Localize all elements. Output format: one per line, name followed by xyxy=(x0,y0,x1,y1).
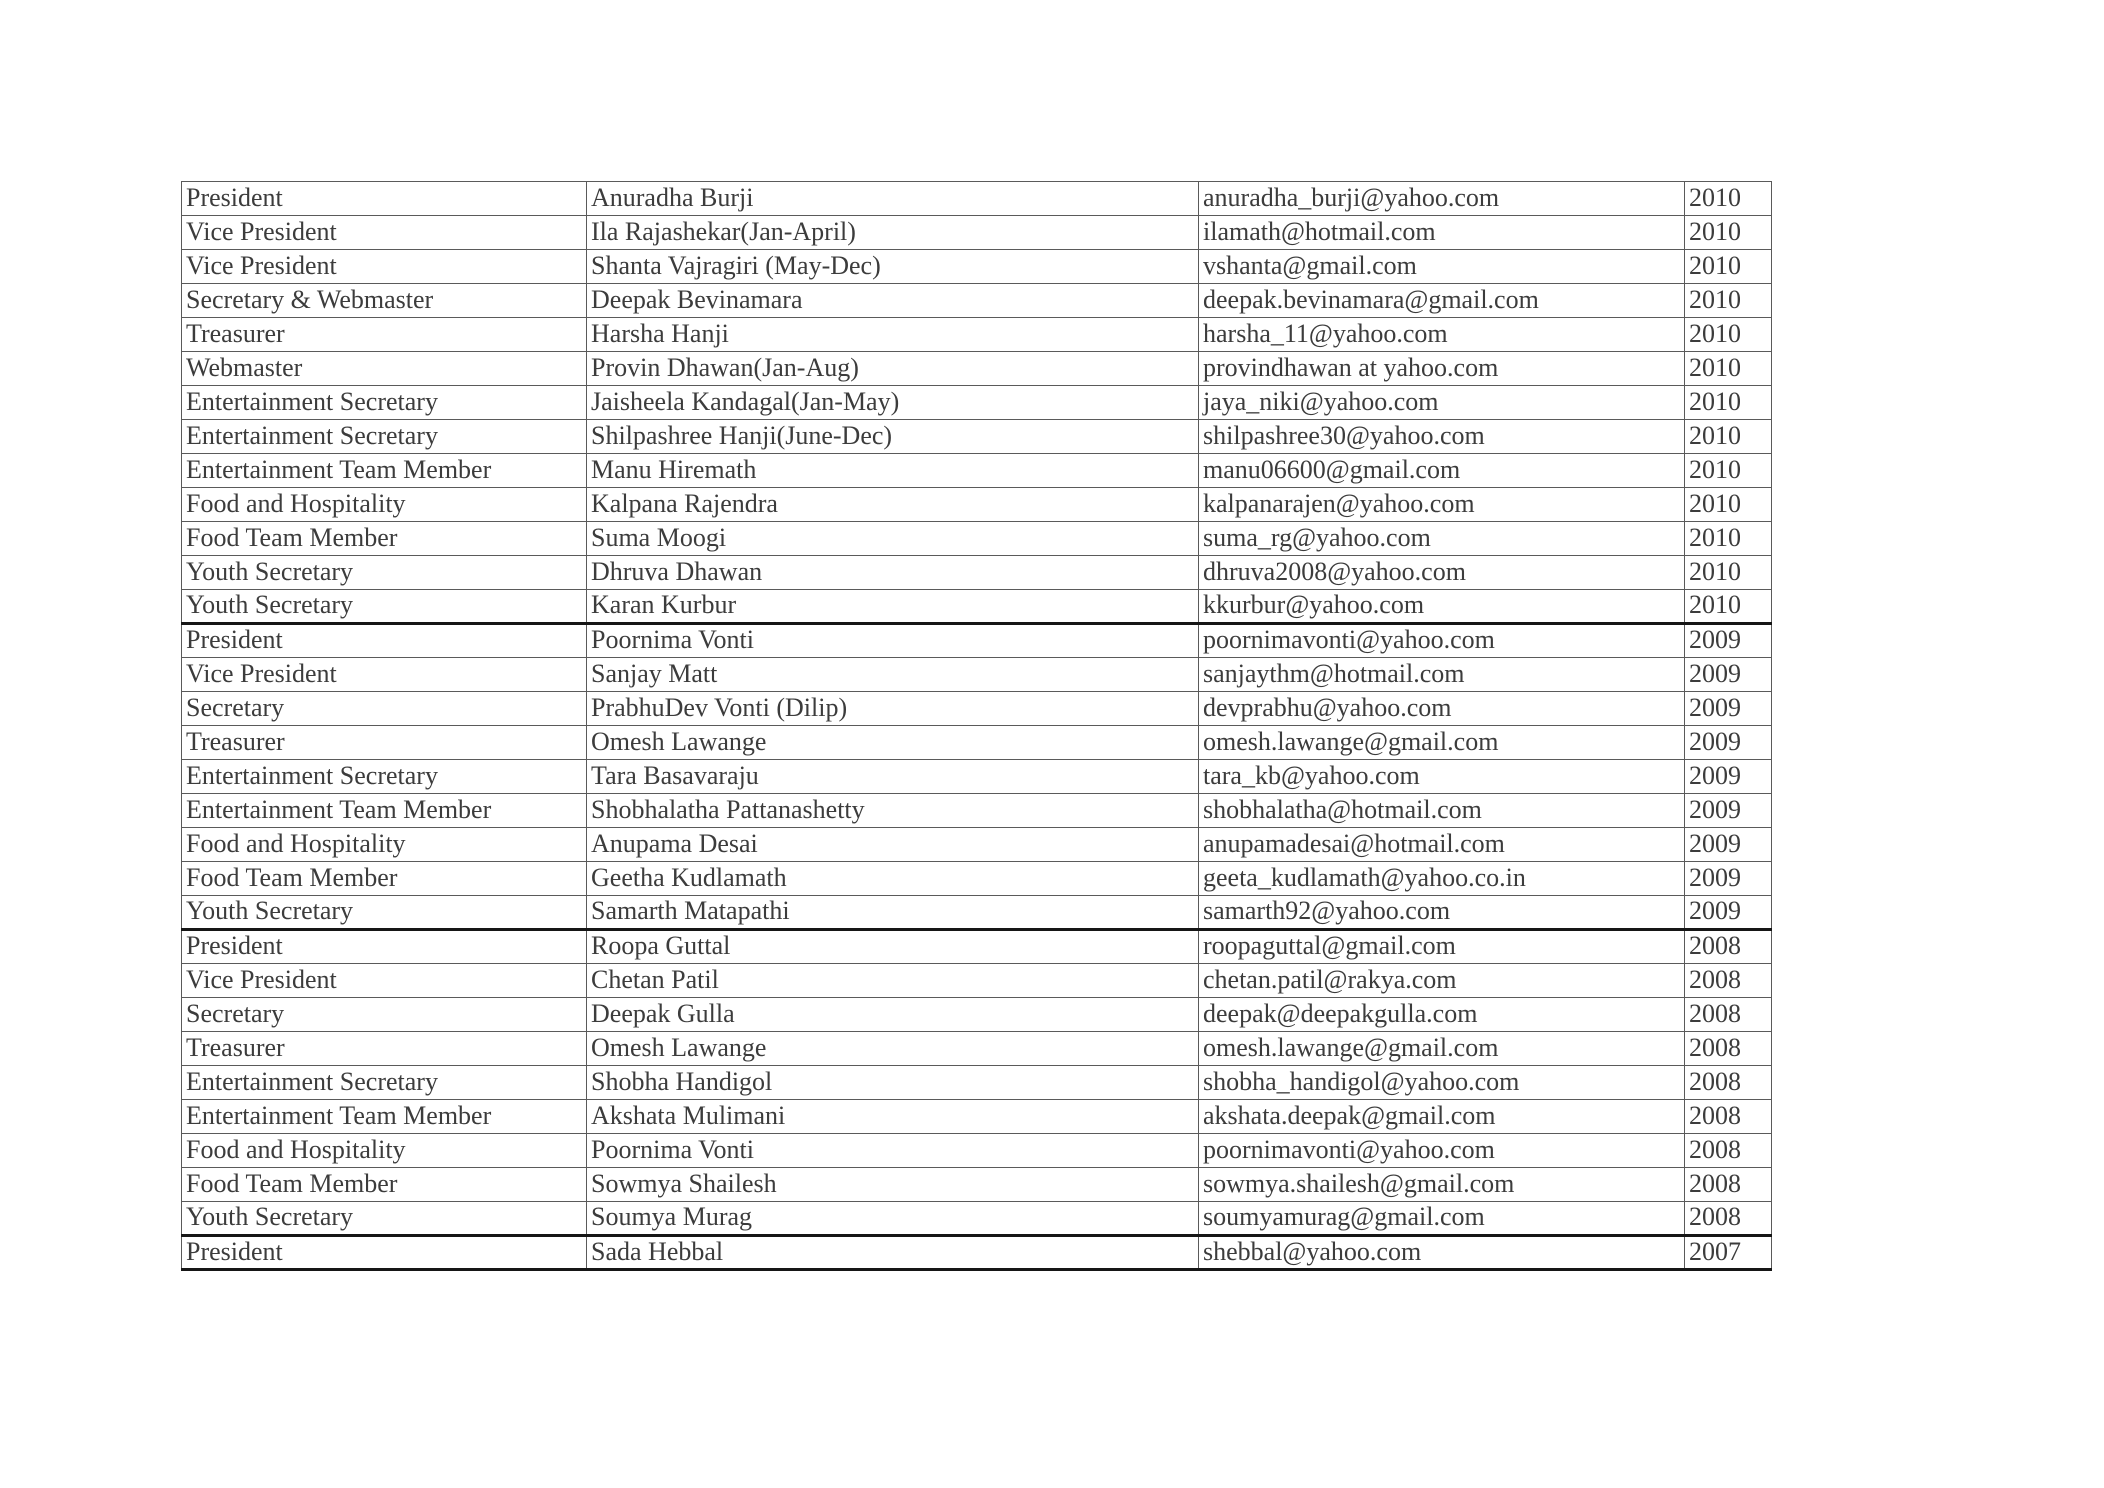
table-row xyxy=(182,1100,1772,1134)
name-cell: Chetan Patil xyxy=(587,964,1199,998)
year-cell: 2009 xyxy=(1685,692,1772,726)
table-row xyxy=(182,998,1772,1032)
name-cell: Manu Hiremath xyxy=(587,454,1199,488)
year-cell: 2010 xyxy=(1685,216,1772,250)
table-row xyxy=(182,318,1772,352)
email-cell: samarth92@yahoo.com xyxy=(1199,896,1685,930)
table-row xyxy=(182,1202,1772,1236)
year-cell: 2010 xyxy=(1685,182,1772,216)
name-cell: Tara Basavaraju xyxy=(587,760,1199,794)
table-row xyxy=(182,1236,1772,1270)
name-cell: Jaisheela Kandagal(Jan-May) xyxy=(587,386,1199,420)
year-cell: 2010 xyxy=(1685,488,1772,522)
table-row xyxy=(182,386,1772,420)
email-cell: soumyamurag@gmail.com xyxy=(1199,1202,1685,1236)
role-cell: Entertainment Secretary xyxy=(182,1066,587,1100)
table-row xyxy=(182,420,1772,454)
table-row xyxy=(182,250,1772,284)
email-cell: kalpanarajen@yahoo.com xyxy=(1199,488,1685,522)
name-cell: Anupama Desai xyxy=(587,828,1199,862)
table-row xyxy=(182,352,1772,386)
name-cell: Geetha Kudlamath xyxy=(587,862,1199,896)
email-cell: omesh.lawange@gmail.com xyxy=(1199,1032,1685,1066)
role-cell: Food and Hospitality xyxy=(182,488,587,522)
table-row xyxy=(182,1134,1772,1168)
name-cell: Deepak Bevinamara xyxy=(587,284,1199,318)
table-row xyxy=(182,488,1772,522)
role-cell: Entertainment Secretary xyxy=(182,420,587,454)
year-cell: 2010 xyxy=(1685,522,1772,556)
name-cell: Provin Dhawan(Jan-Aug) xyxy=(587,352,1199,386)
table-row xyxy=(182,930,1772,964)
email-cell: tara_kb@yahoo.com xyxy=(1199,760,1685,794)
table-row xyxy=(182,862,1772,896)
role-cell: President xyxy=(182,624,587,658)
email-cell: anuradha_burji@yahoo.com xyxy=(1199,182,1685,216)
email-cell: vshanta@gmail.com xyxy=(1199,250,1685,284)
email-cell: roopaguttal@gmail.com xyxy=(1199,930,1685,964)
table-row xyxy=(182,828,1772,862)
table-row xyxy=(182,182,1772,216)
table-row xyxy=(182,726,1772,760)
role-cell: Entertainment Team Member xyxy=(182,794,587,828)
role-cell: Food Team Member xyxy=(182,522,587,556)
table-row xyxy=(182,964,1772,998)
name-cell: Roopa Guttal xyxy=(587,930,1199,964)
email-cell: suma_rg@yahoo.com xyxy=(1199,522,1685,556)
year-cell: 2010 xyxy=(1685,556,1772,590)
role-cell: President xyxy=(182,930,587,964)
email-cell: provindhawan at yahoo.com xyxy=(1199,352,1685,386)
name-cell: Shobha Handigol xyxy=(587,1066,1199,1100)
role-cell: Entertainment Team Member xyxy=(182,1100,587,1134)
email-cell: dhruva2008@yahoo.com xyxy=(1199,556,1685,590)
email-cell: sowmya.shailesh@gmail.com xyxy=(1199,1168,1685,1202)
email-cell: geeta_kudlamath@yahoo.co.in xyxy=(1199,862,1685,896)
name-cell: Sowmya Shailesh xyxy=(587,1168,1199,1202)
year-cell: 2010 xyxy=(1685,250,1772,284)
year-cell: 2009 xyxy=(1685,624,1772,658)
role-cell: Entertainment Team Member xyxy=(182,454,587,488)
year-cell: 2010 xyxy=(1685,454,1772,488)
role-cell: Entertainment Secretary xyxy=(182,386,587,420)
year-cell: 2010 xyxy=(1685,420,1772,454)
role-cell: Food Team Member xyxy=(182,862,587,896)
year-cell: 2008 xyxy=(1685,930,1772,964)
email-cell: manu06600@gmail.com xyxy=(1199,454,1685,488)
email-cell: devprabhu@yahoo.com xyxy=(1199,692,1685,726)
year-cell: 2009 xyxy=(1685,828,1772,862)
year-cell: 2009 xyxy=(1685,726,1772,760)
name-cell: Samarth Matapathi xyxy=(587,896,1199,930)
table-row xyxy=(182,658,1772,692)
email-cell: jaya_niki@yahoo.com xyxy=(1199,386,1685,420)
role-cell: Treasurer xyxy=(182,1032,587,1066)
table-row xyxy=(182,284,1772,318)
year-cell: 2009 xyxy=(1685,658,1772,692)
name-cell: Harsha Hanji xyxy=(587,318,1199,352)
role-cell: President xyxy=(182,1236,587,1270)
year-cell: 2009 xyxy=(1685,760,1772,794)
year-cell: 2007 xyxy=(1685,1236,1772,1270)
table-row xyxy=(182,794,1772,828)
email-cell: poornimavonti@yahoo.com xyxy=(1199,624,1685,658)
officers-table-body xyxy=(182,182,1772,1270)
email-cell: shobhalatha@hotmail.com xyxy=(1199,794,1685,828)
role-cell: Youth Secretary xyxy=(182,556,587,590)
role-cell: Vice President xyxy=(182,658,587,692)
email-cell: shobha_handigol@yahoo.com xyxy=(1199,1066,1685,1100)
name-cell: Shobhalatha Pattanashetty xyxy=(587,794,1199,828)
year-cell: 2008 xyxy=(1685,1168,1772,1202)
role-cell: Food Team Member xyxy=(182,1168,587,1202)
email-cell: deepak@deepakgulla.com xyxy=(1199,998,1685,1032)
table-row xyxy=(182,216,1772,250)
name-cell: Sada Hebbal xyxy=(587,1236,1199,1270)
email-cell: poornimavonti@yahoo.com xyxy=(1199,1134,1685,1168)
role-cell: Secretary xyxy=(182,998,587,1032)
year-cell: 2008 xyxy=(1685,1134,1772,1168)
role-cell: Food and Hospitality xyxy=(182,1134,587,1168)
email-cell: akshata.deepak@gmail.com xyxy=(1199,1100,1685,1134)
name-cell: PrabhuDev Vonti (Dilip) xyxy=(587,692,1199,726)
name-cell: Dhruva Dhawan xyxy=(587,556,1199,590)
email-cell: deepak.bevinamara@gmail.com xyxy=(1199,284,1685,318)
name-cell: Karan Kurbur xyxy=(587,590,1199,624)
role-cell: Vice President xyxy=(182,964,587,998)
year-cell: 2009 xyxy=(1685,896,1772,930)
table-row xyxy=(182,1032,1772,1066)
year-cell: 2010 xyxy=(1685,352,1772,386)
year-cell: 2010 xyxy=(1685,284,1772,318)
table-row xyxy=(182,624,1772,658)
role-cell: Vice President xyxy=(182,216,587,250)
table-row xyxy=(182,522,1772,556)
year-cell: 2010 xyxy=(1685,386,1772,420)
table-row xyxy=(182,454,1772,488)
table-row xyxy=(182,1066,1772,1100)
year-cell: 2009 xyxy=(1685,862,1772,896)
email-cell: harsha_11@yahoo.com xyxy=(1199,318,1685,352)
role-cell: Vice President xyxy=(182,250,587,284)
year-cell: 2008 xyxy=(1685,998,1772,1032)
name-cell: Shilpashree Hanji(June-Dec) xyxy=(587,420,1199,454)
email-cell: shebbal@yahoo.com xyxy=(1199,1236,1685,1270)
table-row xyxy=(182,692,1772,726)
table-row xyxy=(182,760,1772,794)
year-cell: 2008 xyxy=(1685,1202,1772,1236)
email-cell: anupamadesai@hotmail.com xyxy=(1199,828,1685,862)
name-cell: Shanta Vajragiri (May-Dec) xyxy=(587,250,1199,284)
year-cell: 2008 xyxy=(1685,1066,1772,1100)
name-cell: Ila Rajashekar(Jan-April) xyxy=(587,216,1199,250)
officers-table xyxy=(181,181,1772,1271)
table-row xyxy=(182,556,1772,590)
email-cell: chetan.patil@rakya.com xyxy=(1199,964,1685,998)
table-row xyxy=(182,590,1772,624)
name-cell: Akshata Mulimani xyxy=(587,1100,1199,1134)
role-cell: President xyxy=(182,182,587,216)
year-cell: 2008 xyxy=(1685,964,1772,998)
year-cell: 2010 xyxy=(1685,318,1772,352)
table-row xyxy=(182,1168,1772,1202)
email-cell: kkurbur@yahoo.com xyxy=(1199,590,1685,624)
role-cell: Treasurer xyxy=(182,726,587,760)
email-cell: ilamath@hotmail.com xyxy=(1199,216,1685,250)
email-cell: shilpashree30@yahoo.com xyxy=(1199,420,1685,454)
email-cell: omesh.lawange@gmail.com xyxy=(1199,726,1685,760)
name-cell: Omesh Lawange xyxy=(587,726,1199,760)
name-cell: Sanjay Matt xyxy=(587,658,1199,692)
role-cell: Youth Secretary xyxy=(182,590,587,624)
role-cell: Secretary xyxy=(182,692,587,726)
year-cell: 2010 xyxy=(1685,590,1772,624)
role-cell: Youth Secretary xyxy=(182,1202,587,1236)
table-row xyxy=(182,896,1772,930)
name-cell: Anuradha Burji xyxy=(587,182,1199,216)
name-cell: Poornima Vonti xyxy=(587,624,1199,658)
role-cell: Entertainment Secretary xyxy=(182,760,587,794)
name-cell: Deepak Gulla xyxy=(587,998,1199,1032)
role-cell: Webmaster xyxy=(182,352,587,386)
year-cell: 2009 xyxy=(1685,794,1772,828)
role-cell: Youth Secretary xyxy=(182,896,587,930)
role-cell: Secretary & Webmaster xyxy=(182,284,587,318)
name-cell: Omesh Lawange xyxy=(587,1032,1199,1066)
name-cell: Suma Moogi xyxy=(587,522,1199,556)
email-cell: sanjaythm@hotmail.com xyxy=(1199,658,1685,692)
name-cell: Kalpana Rajendra xyxy=(587,488,1199,522)
year-cell: 2008 xyxy=(1685,1032,1772,1066)
role-cell: Treasurer xyxy=(182,318,587,352)
name-cell: Soumya Murag xyxy=(587,1202,1199,1236)
name-cell: Poornima Vonti xyxy=(587,1134,1199,1168)
role-cell: Food and Hospitality xyxy=(182,828,587,862)
year-cell: 2008 xyxy=(1685,1100,1772,1134)
